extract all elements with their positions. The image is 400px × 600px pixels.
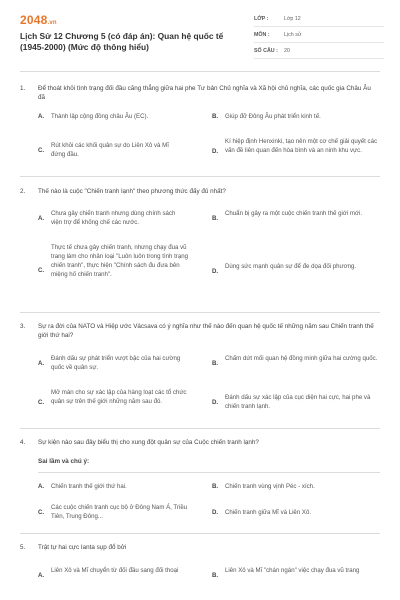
option-text: Chiến tranh giữa Mĩ và Liên Xô. bbox=[225, 509, 312, 516]
meta-key: LỚP : bbox=[254, 16, 269, 22]
meta-key: SỐ CÂU : bbox=[254, 48, 278, 54]
question-text: Thế nào là cuộc "Chiến tranh lạnh" theo phương thức đấy đủ nhất? bbox=[38, 188, 226, 195]
option-letter: D. bbox=[212, 509, 219, 516]
option-letter: B. bbox=[212, 360, 219, 367]
option-letter: D. bbox=[212, 268, 219, 275]
question-number: 4. bbox=[20, 439, 26, 446]
meta-value: Lớp 12 bbox=[284, 16, 301, 22]
meta-value: 20 bbox=[284, 48, 290, 54]
option-text: Liên Xô và Mĩ "chán ngán" việc chạy đua vũ trang bbox=[225, 567, 360, 574]
question-number: 3. bbox=[20, 323, 26, 330]
option-text: Rút khỏi các khối quân sự do Liên Xô và Mĩ đứng đầu. bbox=[51, 142, 169, 158]
question-number: 2. bbox=[20, 188, 26, 195]
option-text: Thực tế chưa gây chiến tranh, nhưng chạy đua vũ trang làm cho nhân loại "Luôn luôn trong tình trạng chiến tranh", thực hiện "Chính sách đu đưa bên miệng hố chiến tranh". bbox=[51, 244, 188, 278]
option-text: Các cuộc chiến tranh cục bộ ở Đông Nam Á, Triều Tiên, Trung Đông... bbox=[51, 504, 188, 520]
option-letter: A. bbox=[38, 483, 45, 490]
divider bbox=[20, 176, 380, 177]
divider bbox=[20, 312, 380, 313]
option-letter: A. bbox=[38, 572, 45, 579]
question-text: Để thoát khỏi tình trạng đối đầu căng thẳng giữa hai phe Tư bản Chủ nghĩa và Xã hội chủ nghĩa, các quốc gia Châu Âu đã bbox=[38, 85, 371, 101]
option-letter: B. bbox=[212, 572, 219, 579]
question-text: Trật tự hai cực Ianta sụp đổ bởi bbox=[38, 544, 127, 551]
option-letter: A. bbox=[38, 215, 45, 222]
option-text: Đánh dấu sự phát triển vượt bậc của hai cường quốc về quân sự. bbox=[51, 355, 181, 371]
option-letter: A. bbox=[38, 113, 45, 120]
divider bbox=[20, 71, 380, 72]
option-letter: C. bbox=[38, 399, 45, 406]
option-text: Dùng sức mạnh quân sự để đe dọa đối phương. bbox=[225, 263, 357, 270]
option-text: Đánh dấu sự xác lập của cục diện hai cực, hai phe và chiến tranh lạnh. bbox=[225, 394, 371, 410]
site-logo[interactable] bbox=[20, 13, 57, 27]
option-text: Thành lập cộng đồng châu Âu (EC). bbox=[51, 113, 149, 120]
option-text: Liên Xô và Mĩ chuyển từ đối đầu sang đối thoại bbox=[51, 567, 179, 574]
note-heading: Sai lầm và chú ý: bbox=[38, 458, 90, 465]
meta-key: MÔN : bbox=[254, 32, 270, 38]
divider bbox=[20, 428, 380, 429]
option-letter: C. bbox=[38, 267, 45, 274]
logo-sub-text: .vn bbox=[47, 20, 57, 26]
option-letter: C. bbox=[38, 509, 45, 516]
divider bbox=[38, 472, 380, 473]
option-text: Chiến tranh vùng vịnh Péc - xích. bbox=[225, 483, 315, 490]
option-letter: B. bbox=[212, 483, 219, 490]
question-number: 1. bbox=[20, 85, 26, 92]
page-title: Lịch Sử 12 Chương 5 (có đáp án): Quan hệ quốc tế (1945-2000) (Mức độ thông hiểu) bbox=[20, 31, 224, 52]
option-letter: B. bbox=[212, 215, 219, 222]
meta-value: Lịch sử bbox=[284, 32, 302, 38]
option-letter: D. bbox=[212, 399, 219, 406]
question-text: Sự kiện nào sau đây biểu thị cho xung đột quân sự của Cuộc chiến tranh lạnh? bbox=[38, 439, 259, 446]
option-letter: A. bbox=[38, 360, 45, 367]
option-text: Chuẩn bị gây ra một cuộc chiến tranh thế giới mới. bbox=[225, 210, 363, 217]
logo-main-text: 2048 bbox=[20, 13, 48, 27]
divider bbox=[20, 533, 380, 534]
question-number: 5. bbox=[20, 544, 26, 551]
meta-count-row bbox=[254, 43, 384, 59]
meta-box bbox=[254, 11, 384, 59]
meta-class-row bbox=[254, 11, 384, 27]
option-text: Mở màn cho sự xác lập của hàng loạt các tổ chức quân sự trên thế giới những năm sau đó. bbox=[51, 389, 187, 405]
option-letter: D. bbox=[212, 148, 219, 155]
option-text: Chiến tranh thế giới thứ hai. bbox=[51, 483, 127, 490]
meta-subject-row bbox=[254, 27, 384, 43]
option-letter: B. bbox=[212, 113, 219, 120]
option-text: Giúp đỡ Đông Âu phát triển kinh tế. bbox=[225, 113, 321, 120]
option-text: Chấm dứt mối quan hệ đồng minh giữa hai cường quốc. bbox=[225, 355, 378, 362]
option-text: Chưa gây chiến tranh nhưng dùng chính sách viện trợ để khống chế các nước. bbox=[51, 210, 176, 226]
question-text: Sự ra đời của NATO và Hiệp ước Vácsava có ý nghĩa như thế nào đến quan hệ quốc tế những năm sau Chiến tranh thế giới thứ hai? bbox=[38, 323, 374, 339]
option-letter: C. bbox=[38, 147, 45, 154]
option-text: Kí hiệp định Henxinki, tạo nên một cơ chế giải quyết các vấn đề liên quan đến hòa bình và an ninh khu vực. bbox=[225, 138, 378, 154]
